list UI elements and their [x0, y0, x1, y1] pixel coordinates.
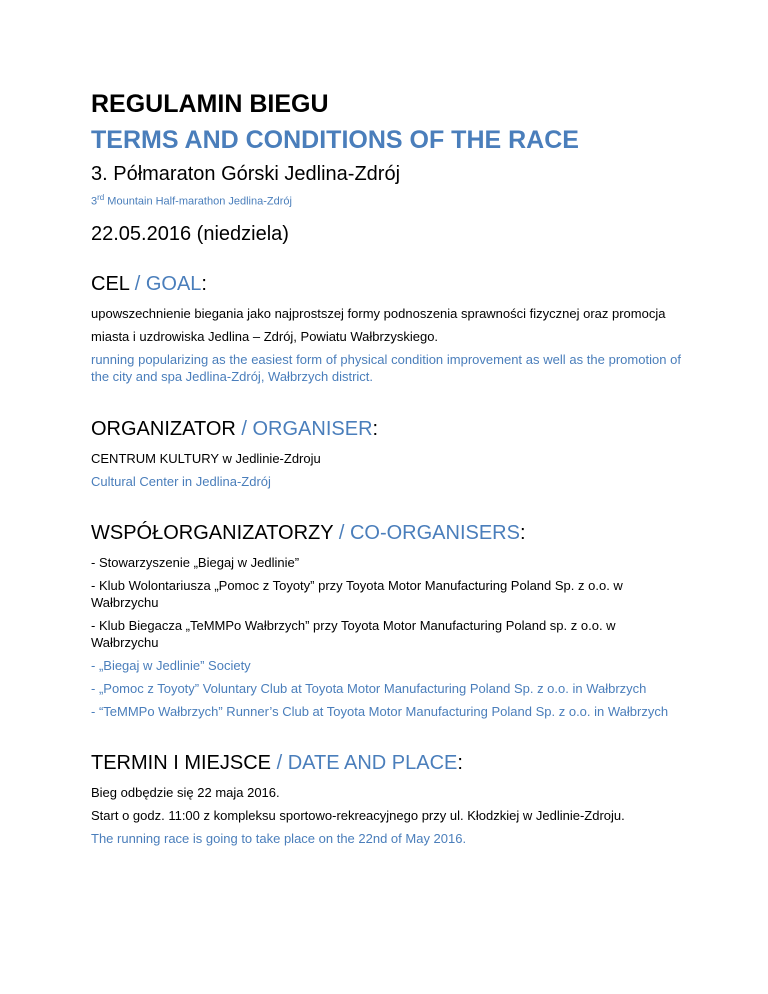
- organiser-heading-en: ORGANISER: [252, 417, 373, 440]
- date-place-heading-pl: TERMIN I MIEJSCE: [91, 751, 272, 774]
- coorganisers-heading-colon: :: [519, 521, 526, 544]
- date-place-heading-sep: /: [271, 751, 288, 774]
- organiser-heading-sep: /: [235, 417, 253, 440]
- organiser-text-en: Cultural Center in Jedlina-Zdrój: [91, 473, 271, 489]
- coorganiser-en-item: - „Biegaj w Jedlinie” Society: [91, 657, 251, 673]
- goal-heading: [91, 270, 681, 298]
- organiser-heading-pl: ORGANIZATOR: [91, 417, 236, 440]
- document-title: REGULAMIN BIEGU: [91, 90, 329, 118]
- event-number: 3: [91, 195, 98, 208]
- goal-heading-sep: /: [129, 272, 146, 295]
- date-place-heading: [91, 749, 681, 777]
- document-title-english: TERMS AND CONDITIONS OF THE RACE: [91, 126, 579, 154]
- date-place-text-pl-2: Start o godz. 11:00 z kompleksu sportowo-rekreacyjnego przy ul. Kłodzkiej w Jedlinie-Zdroju.: [91, 807, 625, 823]
- coorganisers-heading-en: CO-ORGANISERS: [349, 521, 520, 544]
- event-name-english: [91, 190, 681, 210]
- coorganisers-heading-sep: /: [333, 521, 350, 544]
- goal-heading-en: GOAL: [145, 272, 202, 295]
- ordinal-suffix: rd: [97, 193, 105, 202]
- goal-text-pl-2: miasta i uzdrowiska Jedlina – Zdrój, Powiatu Wałbrzyskiego.: [91, 328, 439, 344]
- organiser-heading: [91, 415, 681, 443]
- document-content: [91, 86, 681, 847]
- goal-text-pl-1: upowszechnienie biegania jako najprostszej formy podnoszenia sprawności fizycznej oraz promocja: [91, 305, 666, 321]
- coorganiser-en-item: - „Pomoc z Toyoty” Voluntary Club at Toyota Motor Manufacturing Poland Sp. z o.o. in Wałbrzych: [91, 680, 647, 696]
- coorganiser-en-item: - “TeMMPo Wałbrzych” Runner’s Club at Toyota Motor Manufacturing Poland Sp. z o.o. in Wałbrzych: [91, 703, 669, 719]
- goal-text-en: running popularizing as the easiest form of physical condition improvement as well as the promotion of the city and spa Jedlina-Zdrój, Wałbrzych district.: [91, 351, 681, 384]
- date-place-text-en: The running race is going to take place on the 22nd of May 2016.: [91, 830, 467, 846]
- goal-heading-colon: :: [201, 272, 207, 295]
- date-place-text-pl-1: Bieg odbędzie się 22 maja 2016.: [91, 784, 280, 800]
- organiser-text-pl: CENTRUM KULTURY w Jedlinie-Zdroju: [91, 450, 321, 466]
- date-place-heading-en: DATE AND PLACE: [287, 751, 458, 774]
- coorganiser-pl-item: - Klub Wolontariusza „Pomoc z Toyoty” przy Toyota Motor Manufacturing Poland Sp. z o.o. w Wałbrzychu: [91, 577, 623, 610]
- event-date: 22.05.2016 (niedziela): [91, 222, 289, 245]
- coorganiser-pl-item: - Stowarzyszenie „Biegaj w Jedlinie”: [91, 554, 300, 570]
- coorganisers-heading-pl: WSPÓŁORGANIZATORZY: [91, 521, 334, 544]
- date-place-heading-colon: :: [457, 751, 463, 774]
- coorganiser-pl-item: - Klub Biegacza „TeMMPo Wałbrzych” przy Toyota Motor Manufacturing Poland sp. z o.o. w Wałbrzychu: [91, 617, 616, 650]
- organiser-heading-colon: :: [372, 417, 379, 440]
- event-name-english-text: Mountain Half-marathon Jedlina-Zdrój: [104, 195, 292, 208]
- coorganisers-heading: [91, 519, 681, 547]
- event-name: 3. Półmaraton Górski Jedlina-Zdrój: [91, 163, 401, 185]
- goal-heading-pl: CEL: [91, 272, 130, 295]
